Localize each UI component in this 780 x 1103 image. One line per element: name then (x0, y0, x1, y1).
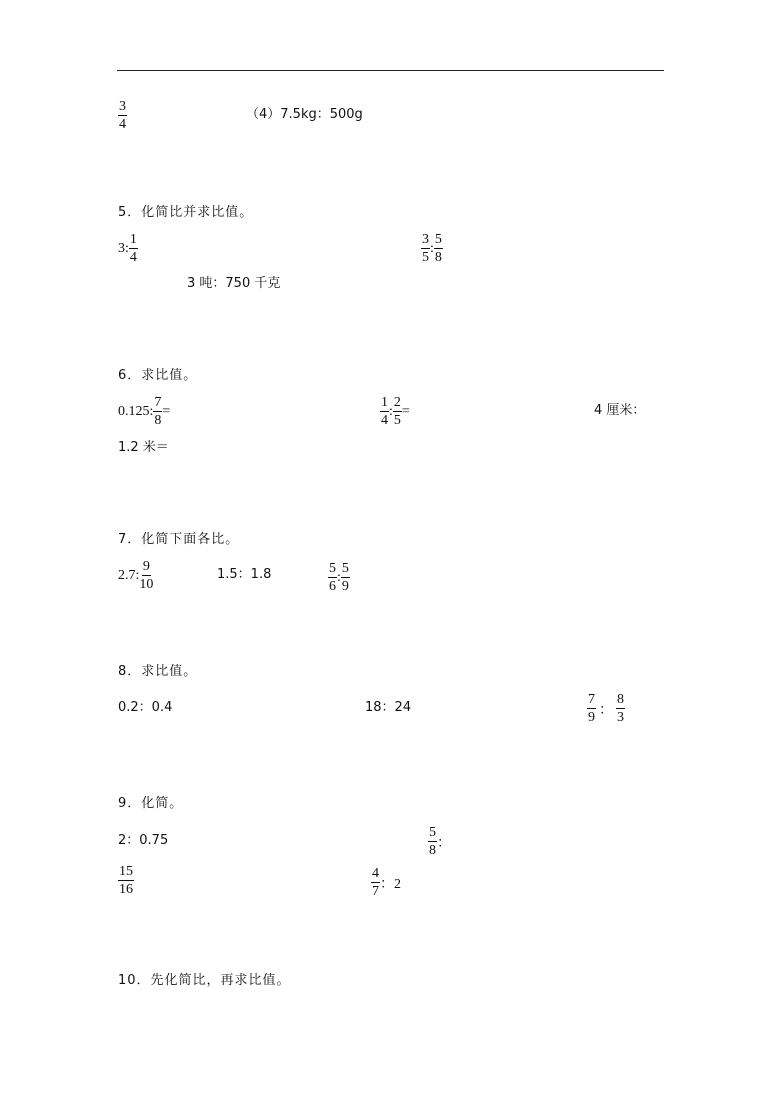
q7-b: 1.5：1.8 (217, 567, 272, 582)
numerator: 5 (434, 232, 442, 247)
denominator: 3 (617, 710, 624, 725)
fraction (371, 866, 380, 899)
denominator: 8 (434, 250, 442, 265)
q5-heading: 5．化简比并求比值。 (118, 205, 254, 220)
q5-a (118, 232, 138, 265)
q8-heading: 8．求比值。 (118, 664, 198, 679)
denominator: 9 (341, 579, 349, 594)
fraction (380, 395, 389, 428)
equals-sign: = (401, 403, 410, 419)
fraction (139, 559, 153, 592)
ratio-sign: : (430, 240, 434, 256)
numerator: 7 (154, 395, 162, 410)
q9-a: 2：0.75 (118, 833, 169, 848)
denominator: 9 (588, 710, 595, 725)
prefix: 0.125: (118, 403, 154, 419)
numerator: 4 (372, 866, 379, 881)
header-rule (117, 70, 664, 71)
denominator: 8 (429, 843, 436, 858)
fraction (341, 561, 350, 594)
ratio-tail: ：2 (380, 876, 401, 892)
fraction (434, 232, 443, 265)
q6-c-part1: 4 厘米： (594, 403, 646, 418)
q6-heading: 6．求比值。 (118, 368, 198, 383)
prefix: 2.7: (118, 567, 140, 583)
ratio-sign: ： (437, 835, 451, 851)
prefix: 3: (118, 240, 129, 256)
fraction (616, 692, 625, 725)
q8-c (587, 692, 625, 725)
q9-b (428, 825, 451, 858)
fraction (421, 232, 430, 265)
q5-c: 3 吨：750 千克 (187, 276, 281, 291)
q10-heading: 10．先化简比，再求比值。 (118, 973, 291, 988)
ratio-sign: ： (599, 702, 613, 718)
q6-b (380, 395, 410, 428)
numerator: 8 (617, 692, 624, 707)
q4-item4: （4）7.5kg：500g (246, 107, 363, 122)
numerator: 5 (341, 561, 349, 576)
fraction (328, 561, 337, 594)
fraction (129, 232, 138, 265)
numerator: 3 (422, 232, 429, 247)
denominator: 5 (422, 250, 429, 265)
denominator: 8 (154, 413, 162, 428)
q7-heading: 7．化简下面各比。 (118, 532, 240, 547)
numerator: 7 (588, 692, 595, 707)
denominator: 4 (381, 413, 388, 428)
fraction-3-4 (118, 99, 127, 132)
q8-b: 18：24 (365, 700, 412, 715)
numerator: 1 (381, 395, 388, 410)
q9-c (118, 864, 134, 897)
denominator: 4 (119, 117, 126, 132)
q9-heading: 9．化简。 (118, 796, 184, 811)
q6-a (118, 395, 170, 428)
q8-a: 0.2：0.4 (118, 700, 173, 715)
denominator: 7 (372, 884, 379, 899)
denominator: 10 (139, 577, 154, 592)
fraction (393, 395, 402, 428)
numerator: 5 (329, 561, 336, 576)
q5-b (421, 232, 443, 265)
numerator: 9 (142, 559, 150, 574)
fraction (428, 825, 437, 858)
denominator: 6 (329, 579, 336, 594)
numerator: 2 (393, 395, 401, 410)
denominator: 16 (119, 882, 133, 897)
q6-c-part2: 1.2 米＝ (118, 440, 169, 455)
equals-sign: = (162, 403, 171, 419)
numerator: 3 (119, 99, 126, 114)
ratio-sign: : (337, 569, 341, 585)
q7-c (328, 561, 350, 594)
fraction (153, 395, 162, 428)
ratio-sign: : (389, 403, 393, 419)
q9-d (371, 866, 401, 899)
denominator: 4 (129, 250, 137, 265)
denominator: 5 (393, 413, 401, 428)
numerator: 5 (429, 825, 436, 840)
q7-a (118, 559, 153, 592)
numerator: 15 (119, 864, 133, 879)
numerator: 1 (129, 232, 137, 247)
fraction (587, 692, 596, 725)
